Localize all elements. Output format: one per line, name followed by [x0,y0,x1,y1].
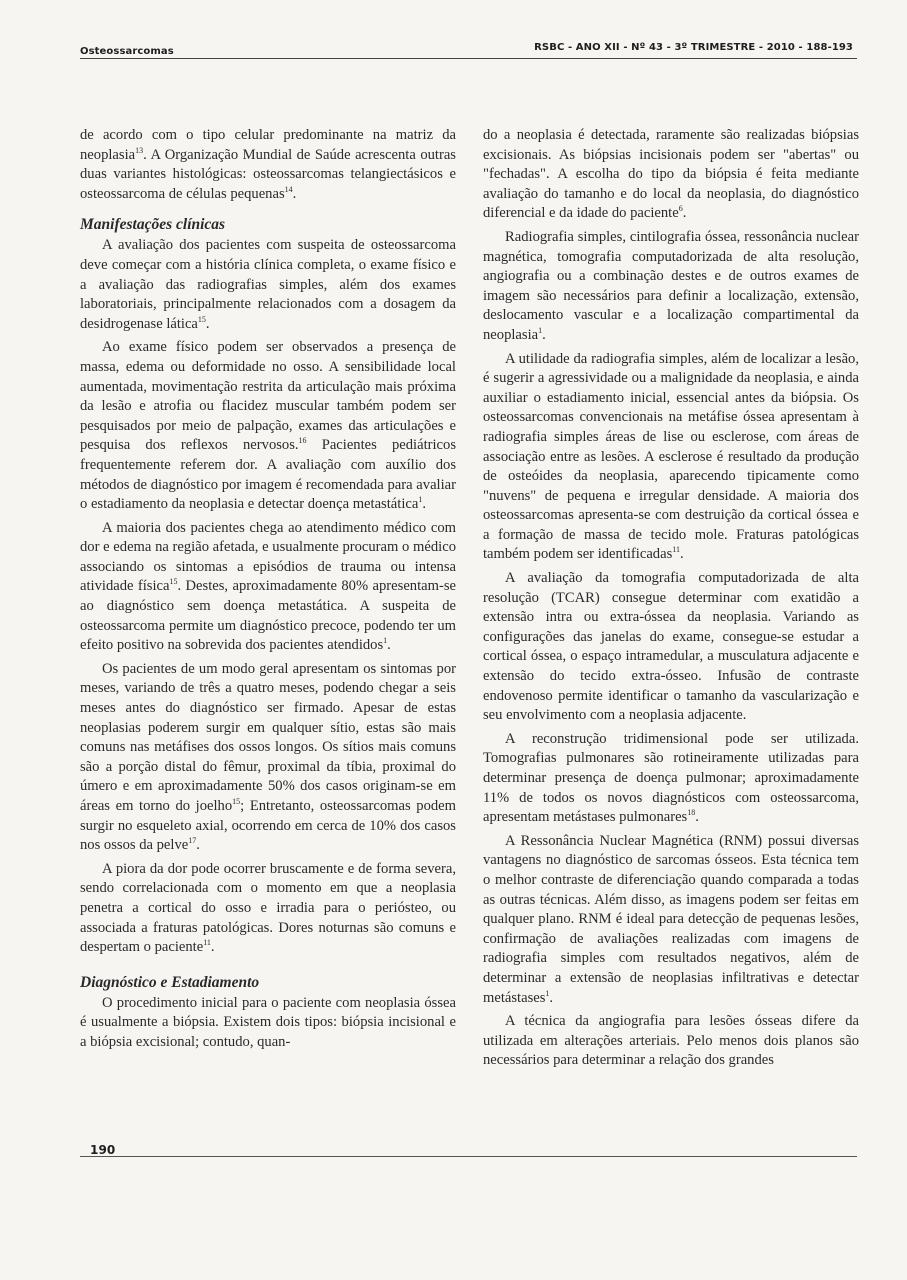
paragraph: A maioria dos pacientes chega ao atendimento médico com dor e edema na região afetada, e usualmente procuram o médico associando os sintomas a episódios de trauma ou intensa atividade física$^{15}$. Destes, aproximadamente 80% apresentam-se ao diagnóstico sem doença metastática. A suspeita de osteossarcoma permite um diagnóstico precoce, podendo ter um efeito positivo na sobrevida dos pacientes atendidos$^1$. [80,519,456,654]
footer-rule [80,1156,857,1157]
paragraph: do a neoplasia é detectada, raramente são realizadas biópsias excisionais. As biópsias incisionais podem ser "abertas" ou "fechadas". A escolha do tipo da biópsia é feita mediante avaliação do tamanho e do local da neoplasia, do diagnóstico diferencial e da idade do paciente$^6$. [483,127,859,222]
paragraph: O procedimento inicial para o paciente com neoplasia óssea é usualmente a biópsia. Existem dois tipos: biópsia incisional e a biópsia excisional; contudo, quan- [80,994,456,1050]
section-heading-diagnostico: Diagnóstico e Estadiamento [80,973,260,991]
paragraph: A piora da dor pode ocorrer bruscamente e de forma severa, sendo correlacionada com o momento em que a neoplasia penetra a cortical do osso e irradia para o periósteo, ou associada a fraturas patológicas. Dores noturnas são comuns e despertam o paciente$^{11}$. [80,860,456,956]
paragraph: Os pacientes de um modo geral apresentam os sintomas por meses, variando de três a quatro meses, podendo chegar a seis meses antes do diagnóstico ser firmado. Apesar de estas neoplasias poderem surgir em qualquer sítio, estas são mais comuns nas metáfises dos ossos longos. Os sítios mais comuns são a porção distal do fêmur, proximal da tíbia, proximal do úmero e em aproximadamente 50% dos casos originam-se em áreas em torno do joelho$^{15}$; Entretanto, osteossarcomas podem surgir no esqueleto axial, ocorrendo em cerca de 10% dos casos nos ossos da pelve$^{17}$. [80,660,456,854]
paragraph: A reconstrução tridimensional pode ser utilizada. Tomografias pulmonares são rotineiramente utilizadas para determinar presença de doença pulmonar; aproximadamente 11% de todos os novos diagnósticos com osteossarcoma, apresentam metástases pulmonares$^{18}$. [483,730,859,826]
left-column [80,126,456,1053]
paragraph: de acordo com o tipo celular predominante na matriz da neoplasia$^{13}$. A Organização Mundial de Saúde acrescenta outras duas variantes histológicas: osteossarcomas telangiectásicos e osteossarcoma de células pequenas$^{14}$. [80,127,456,202]
paragraph: A avaliação dos pacientes com suspeita de osteossarcoma deve começar com a história clínica completa, o exame físico e a avaliação das radiografias simples, além dos exames laboratoriais, principalmente relacionados com a dosagem da desidrogenase lática$^{15}$. [80,237,456,332]
paragraph: Ao exame físico podem ser observados a presença de massa, edema ou deformidade no osso. A sensibilidade local aumentada, movimentação restrita da articulação mais próxima da lesão e atrofia ou flacidez muscular também podem ser pesquisados por meio de palpação, exames das articulações e pesquisa dos reflexos nervosos.$^{16}$ Pacientes pediátricos frequentemente referem dor. A avaliação com auxílio dos métodos de diagnóstico por imagem é recomendada para avaliar o estadiamento da neoplasia e detectar doença metastática$^1$. [80,339,456,513]
running-header-section: Osteossarcomas [80,46,174,57]
paragraph: A utilidade da radiografia simples, além de localizar a lesão, é sugerir a agressividade ou a malignidade da neoplasia, e ainda auxiliar o estadiamento inicial, essencial antes da biópsia. Os osteossarcomas convencionais na metáfise óssea apresentam à radiografia simples áreas de lise ou esclerose, com áreas de associação entre as lesões. A esclerose é resultado da produção de osteóides da neoplasia, aparecendo tipicamente como "nuvens" de pequena e irregular densidade. A maioria dos osteossarcomas apresenta-se com destruição da cortical óssea e a formação de massa de tecido mole. Fraturas patológicas também podem ser identificadas$^{11}$. [483,350,859,563]
section-heading-manifestacoes: Manifestações clínicas [80,216,226,234]
paragraph: Radiografia simples, cintilografia óssea, ressonância nuclear magnética, tomografia computadorizada de alta resolução, angiografia ou a combinação destes e de outros exames de imagem são necessários para definir a localização, extensão, deslocamento vascular e a localização compartimental da neoplasia$^1$. [483,228,859,343]
header-rule [80,58,857,59]
right-column [483,126,859,1071]
paragraph: A avaliação da tomografia computadorizada de alta resolução (TCAR) consegue determinar com exatidão a extensão intra ou extra-óssea da neoplasia. Variando as configurações das janelas do exame, consegue-se estudar a cortical óssea, o espaço intramedular, a musculatura adjacente e extensão do tecido extra-ósseo. Infusão de contraste endovenoso permite identificar o tamanho da vascularização e seu envolvimento com a neoplasia adjacente. [483,570,859,724]
running-header-journal: RSBC - ANO XII - Nº 43 - 3º TRIMESTRE - 2010 - 188-193 [534,42,853,53]
paragraph: A Ressonância Nuclear Magnética (RNM) possui diversas vantagens no diagnóstico de sarcomas ósseos. Esta técnica tem o melhor contraste de diferenciação quando comparada a todas as outras técnicas. Além disso, as imagens podem ser feitas em qualquer plano. RNM é ideal para detecção de pequenas lesões, confirmação de avaliações realizadas com imagens de radiografia simples com resultados negativos, além de determinar a extensão de neoplasias infiltrativas e detectar metástases$^1$. [483,832,859,1006]
page-number: 190 [90,1143,116,1157]
paragraph: A técnica da angiografia para lesões ósseas difere da utilizada em alterações arteriais. Pelo menos dois planos são necessários para determinar a relação dos grandes [483,1013,859,1069]
